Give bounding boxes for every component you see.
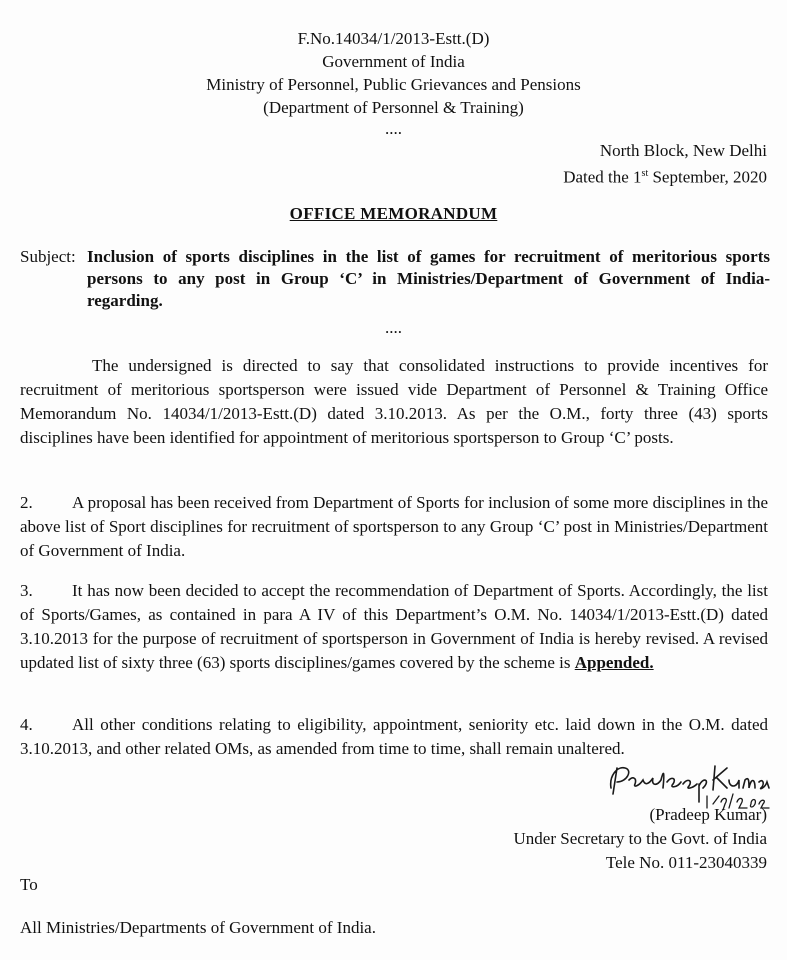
date-prefix: Dated the 1 xyxy=(563,167,642,187)
ministry-name: Ministry of Personnel, Public Grievances and Pensions xyxy=(206,75,581,94)
paragraph-2 xyxy=(20,491,768,563)
paragraph-1 xyxy=(20,354,768,450)
date-line xyxy=(563,163,767,189)
department-name: (Department of Personnel & Training) xyxy=(263,98,524,117)
paragraph-4-number: 4. xyxy=(20,715,33,734)
recipients: All Ministries/Departments of Government of India. xyxy=(20,918,376,937)
date-suffix: September, 2020 xyxy=(648,167,767,187)
paragraph-2-text: A proposal has been received from Department of Sports for inclusion of some more disciplines in the above list of Sport disciplines for recruitment of sportsperson to any Group ‘C’ post in Ministries/Department of Government of India. xyxy=(20,493,768,560)
to-label: To xyxy=(20,875,38,894)
date-superscript: st xyxy=(641,168,649,179)
paragraph-2-number: 2. xyxy=(20,493,33,512)
paragraph-4 xyxy=(20,713,768,761)
paragraph-4-text: All other conditions relating to eligibility, appointment, seniority etc. laid down in the O.M. dated 3.10.2013, and other related OMs, as amended from time to time, shall remain unaltered. xyxy=(20,715,768,758)
file-number: F.No.14034/1/2013-Estt.(D) xyxy=(297,29,490,48)
signatory-telephone: Tele No. 011-23040339 xyxy=(605,853,767,872)
subject-block xyxy=(20,246,770,312)
subject-text: Inclusion of sports disciplines in the list of games for recruitment of meritorious sports persons to any post in Group ‘C’ in Ministries/Department of Government of India- regarding. xyxy=(87,247,770,310)
subject-separator: .... xyxy=(385,318,402,337)
signatory-designation: Under Secretary to the Govt. of India xyxy=(513,829,767,848)
appended-link-text: Appended. xyxy=(574,653,654,672)
place: North Block, New Delhi xyxy=(599,141,767,160)
government-name: Government of India xyxy=(322,52,465,71)
subject-label: Subject: xyxy=(20,247,76,266)
paragraph-1-text: The undersigned is directed to say that consolidated instructions to provide incentives for recruitment of meritorious sportsperson were issued vide Department of Personnel & Training Office Memorandum No. 14034/1/2013-Estt.(D) dated 3.10.2013. As per the O.M., forty three (43) sports disciplines have been identified for appointment of meritorious sportsperson to Group ‘C’ posts. xyxy=(20,356,768,447)
paragraph-3-number: 3. xyxy=(20,581,33,600)
document-title: OFFICE MEMORANDUM xyxy=(289,204,498,223)
paragraph-3 xyxy=(20,579,768,675)
header-separator: .... xyxy=(385,119,402,138)
signatory-name: (Pradeep Kumar) xyxy=(649,805,767,824)
paragraph-3-text: It has now been decided to accept the recommendation of Department of Sports. Accordingly, the list of Sports/Games, as contained in para A IV of this Department’s O.M. No. 14034/1/2013-Estt.(D) dated 3.10.2013 for the purpose of recruitment of sportsperson in Government of India is hereby revised. A revised updated list of sixty three (63) sports disciplines/games covered by the scheme is xyxy=(20,581,768,672)
